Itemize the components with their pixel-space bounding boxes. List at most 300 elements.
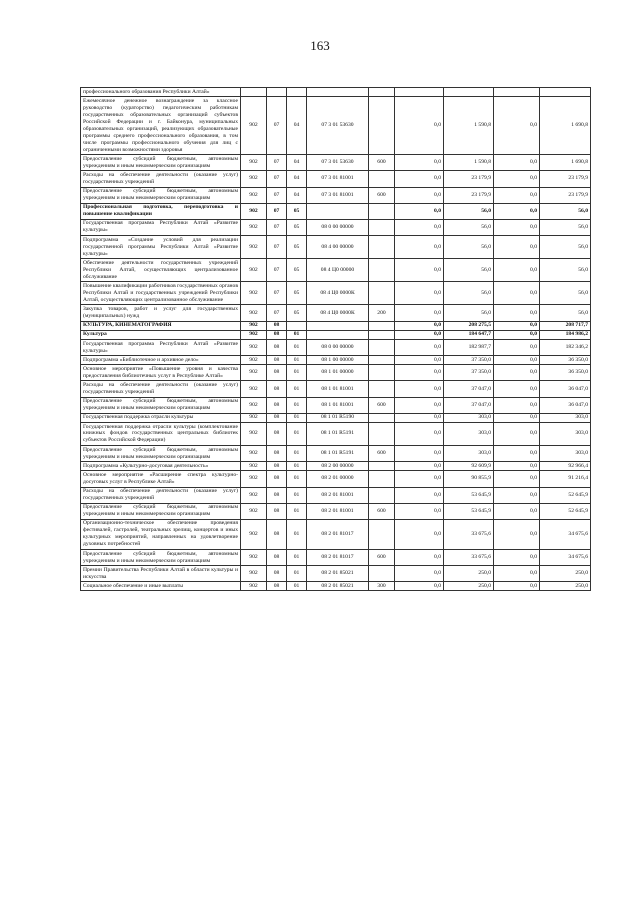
cell-expense-type: 600 [369,549,395,565]
cell-amount-4: 36 350,0 [540,365,591,381]
cell-amount-1: 0,0 [395,187,444,203]
table-row [81,471,591,487]
cell-amount-4: 56,0 [540,219,591,235]
cell-subsection [287,321,307,330]
cell-section: 08 [267,487,287,503]
cell-amount-4: 56,0 [540,305,591,321]
cell-target-article: 08 4 Ц0 0000К [307,282,369,305]
table-row [81,422,591,445]
cell-target-article: 08 2 01 81017 [307,519,369,549]
cell-amount-2: 56,0 [444,282,494,305]
cell-target-article [307,88,369,97]
cell-amount-2: 53 645,9 [444,487,494,503]
cell-amount-3: 0,0 [494,397,540,413]
cell-admin-code: 902 [241,203,267,219]
cell-amount-1: 0,0 [395,471,444,487]
cell-amount-3: 0,0 [494,339,540,355]
cell-expense-type [369,413,395,422]
table-row [81,203,591,219]
table-row [81,282,591,305]
cell-admin-code: 902 [241,97,267,155]
table-row [81,171,591,187]
cell-section: 08 [267,582,287,591]
cell-amount-1: 0,0 [395,305,444,321]
cell-admin-code: 902 [241,519,267,549]
table-row [81,582,591,591]
cell-amount-1: 0,0 [395,549,444,565]
cell-subsection: 01 [287,330,307,339]
cell-target-article: 08 0 00 00000 [307,219,369,235]
cell-admin-code: 902 [241,549,267,565]
table-row [81,413,591,422]
cell-amount-2: 56,0 [444,259,494,282]
cell-amount-3: 0,0 [494,330,540,339]
cell-target-article: 08 1 01 R5191 [307,422,369,445]
cell-amount-3: 0,0 [494,487,540,503]
cell-amount-1: 0,0 [395,462,444,471]
cell-expense-type [369,566,395,582]
cell-amount-3: 0,0 [494,381,540,397]
cell-name: Основное мероприятие «Расширение спектра культурно-досуговых услуг в Республике Алтай» [81,471,241,487]
cell-amount-1: 0,0 [395,519,444,549]
cell-amount-2: 303,0 [444,413,494,422]
cell-admin-code: 902 [241,171,267,187]
cell-expense-type [369,422,395,445]
page-number: 163 [310,38,330,53]
cell-amount-3: 0,0 [494,365,540,381]
cell-name: Предоставление субсидий бюджетным, автономным учреждениям и иным некоммерческим организациям [81,187,241,203]
cell-expense-type [369,519,395,549]
cell-admin-code: 902 [241,365,267,381]
cell-admin-code: 902 [241,155,267,171]
cell-amount-3: 0,0 [494,549,540,565]
cell-name: Предоставление субсидий бюджетным, автономным учреждениям и иным некоммерческим организациям [81,549,241,565]
cell-name: профессионального образования Республики Алтай» [81,88,241,97]
cell-section: 08 [267,397,287,413]
cell-section: 07 [267,259,287,282]
cell-amount-1: 0,0 [395,422,444,445]
cell-expense-type [369,365,395,381]
cell-amount-4: 208 717,7 [540,321,591,330]
cell-amount-1: 0,0 [395,446,444,462]
cell-amount-2: 37 047,0 [444,397,494,413]
cell-name: Социальное обеспечение и иные выплаты [81,582,241,591]
cell-target-article: 08 1 01 81001 [307,397,369,413]
cell-target-article: 08 2 01 81017 [307,549,369,565]
cell-name: Основное мероприятие «Повышение уровня и качества предоставления библиотечных услуг в Республике Алтай» [81,365,241,381]
cell-target-article: 08 0 00 00000 [307,339,369,355]
cell-expense-type [369,97,395,155]
table-row [81,236,591,259]
cell-subsection: 04 [287,187,307,203]
cell-expense-type [369,282,395,305]
cell-amount-2: 1 590,8 [444,155,494,171]
cell-target-article: 07 3 01 53630 [307,97,369,155]
cell-expense-type [369,171,395,187]
cell-amount-2: 56,0 [444,305,494,321]
cell-amount-3: 0,0 [494,582,540,591]
cell-admin-code: 902 [241,487,267,503]
cell-expense-type [369,339,395,355]
cell-name: Премии Правительства Республики Алтай в области культуры и искусства [81,566,241,582]
cell-section: 08 [267,462,287,471]
cell-subsection: 05 [287,305,307,321]
cell-amount-1: 0,0 [395,356,444,365]
table-body [81,88,591,591]
cell-amount-4: 250,0 [540,566,591,582]
cell-expense-type [369,471,395,487]
cell-subsection: 01 [287,339,307,355]
cell-expense-type [369,321,395,330]
cell-amount-4: 23 179,9 [540,187,591,203]
cell-section: 07 [267,171,287,187]
cell-section: 08 [267,503,287,519]
cell-amount-2: 56,0 [444,219,494,235]
cell-subsection: 01 [287,462,307,471]
cell-target-article: 08 1 01 R5191 [307,446,369,462]
cell-amount-2: 33 675,6 [444,549,494,565]
cell-amount-2 [444,88,494,97]
cell-amount-1: 0,0 [395,503,444,519]
cell-subsection: 01 [287,413,307,422]
cell-target-article: 08 2 01 00000 [307,471,369,487]
table-row [81,566,591,582]
cell-subsection: 01 [287,365,307,381]
cell-subsection: 05 [287,203,307,219]
cell-expense-type [369,219,395,235]
cell-name: Обеспечение деятельности государственных учреждений Республики Алтай, осуществляющих централизованное обслуживание [81,259,241,282]
cell-section [267,88,287,97]
cell-subsection: 04 [287,171,307,187]
cell-expense-type: 600 [369,187,395,203]
cell-amount-2: 56,0 [444,203,494,219]
cell-amount-1: 0,0 [395,413,444,422]
cell-amount-4: 91 216,4 [540,471,591,487]
cell-amount-1: 0,0 [395,365,444,381]
cell-target-article: 08 2 00 00000 [307,462,369,471]
cell-amount-3: 0,0 [494,236,540,259]
cell-subsection: 01 [287,519,307,549]
table-row [81,462,591,471]
table-row [81,446,591,462]
cell-expense-type [369,203,395,219]
cell-name: Предоставление субсидий бюджетным, автономным учреждениям и иным некоммерческим организациям [81,503,241,519]
cell-expense-type: 600 [369,503,395,519]
cell-section: 07 [267,203,287,219]
cell-admin-code: 902 [241,381,267,397]
cell-admin-code: 902 [241,219,267,235]
cell-amount-4: 36 047,0 [540,381,591,397]
cell-amount-3: 0,0 [494,203,540,219]
table-row [81,259,591,282]
cell-amount-3: 0,0 [494,97,540,155]
cell-amount-3: 0,0 [494,503,540,519]
cell-admin-code: 902 [241,446,267,462]
cell-amount-3: 0,0 [494,187,540,203]
cell-amount-2: 33 675,6 [444,519,494,549]
cell-amount-4: 303,0 [540,446,591,462]
cell-amount-1: 0,0 [395,171,444,187]
table-row [81,321,591,330]
cell-admin-code: 902 [241,339,267,355]
cell-subsection: 01 [287,503,307,519]
cell-amount-1: 0,0 [395,582,444,591]
cell-name: Предоставление субсидий бюджетным, автономным учреждениям и иным некоммерческим организациям [81,155,241,171]
cell-admin-code: 902 [241,413,267,422]
cell-section: 08 [267,549,287,565]
cell-subsection: 01 [287,566,307,582]
cell-amount-2: 184 647,7 [444,330,494,339]
cell-section: 07 [267,97,287,155]
cell-amount-2: 37 350,0 [444,365,494,381]
cell-target-article: 08 1 00 00000 [307,356,369,365]
cell-name: Предоставление субсидий бюджетным, автономным учреждениям и иным некоммерческим организациям [81,446,241,462]
cell-name: КУЛЬТУРА, КИНЕМАТОГРАФИЯ [81,321,241,330]
cell-section: 08 [267,339,287,355]
cell-amount-4: 52 645,9 [540,487,591,503]
cell-name: Подпрограмма «Создание условий для реализации государственной программы Республики Алтай «Развитие культуры» [81,236,241,259]
table-row [81,305,591,321]
cell-name: Расходы на обеспечение деятельности (оказание услуг) государственных учреждений [81,171,241,187]
cell-amount-4: 34 675,6 [540,519,591,549]
cell-section: 07 [267,219,287,235]
cell-name: Государственная поддержка отрасли культуры [81,413,241,422]
cell-section: 08 [267,321,287,330]
cell-section: 08 [267,422,287,445]
cell-admin-code: 902 [241,187,267,203]
cell-section: 08 [267,365,287,381]
cell-admin-code: 902 [241,259,267,282]
table-row [81,381,591,397]
cell-amount-2: 1 590,8 [444,97,494,155]
cell-amount-4: 52 645,9 [540,503,591,519]
cell-amount-2: 90 855,9 [444,471,494,487]
cell-amount-1: 0,0 [395,330,444,339]
cell-name: Повышение квалификации работников государственных органов Республики Алтай и государственных учреждений Республики Алтай, осуществляющих централизованное обслуживание [81,282,241,305]
cell-expense-type [369,462,395,471]
cell-expense-type [369,88,395,97]
cell-target-article: 08 2 01 81001 [307,503,369,519]
cell-name: Закупка товаров, работ и услуг для государственных (муниципальных) нужд [81,305,241,321]
cell-amount-3: 0,0 [494,471,540,487]
cell-subsection: 01 [287,582,307,591]
cell-subsection: 01 [287,356,307,365]
cell-name: Государственная программа Республики Алтай «Развитие культуры» [81,219,241,235]
cell-expense-type [369,259,395,282]
cell-amount-3: 0,0 [494,321,540,330]
cell-amount-2: 182 987,7 [444,339,494,355]
table-row [81,503,591,519]
cell-expense-type: 300 [369,582,395,591]
cell-amount-3: 0,0 [494,155,540,171]
cell-target-article [307,203,369,219]
cell-amount-3: 0,0 [494,422,540,445]
table-row [81,97,591,155]
cell-target-article: 07 3 01 53630 [307,155,369,171]
cell-amount-1: 0,0 [395,566,444,582]
cell-admin-code: 902 [241,330,267,339]
cell-name: Государственная поддержка отрасли культуры (комплектование книжных фондов государственных центральных библиотек субъектов Российской Федерации) [81,422,241,445]
cell-subsection: 04 [287,97,307,155]
cell-expense-type [369,330,395,339]
cell-admin-code: 902 [241,236,267,259]
cell-section: 07 [267,282,287,305]
cell-amount-1: 0,0 [395,487,444,503]
cell-admin-code: 902 [241,462,267,471]
cell-amount-3: 0,0 [494,566,540,582]
cell-target-article: 07 3 01 81001 [307,171,369,187]
cell-amount-2: 23 179,9 [444,171,494,187]
cell-expense-type [369,356,395,365]
cell-section: 08 [267,566,287,582]
cell-section: 08 [267,356,287,365]
cell-target-article: 08 1 01 81001 [307,381,369,397]
cell-expense-type: 600 [369,446,395,462]
cell-expense-type [369,381,395,397]
cell-amount-1: 0,0 [395,203,444,219]
cell-amount-3: 0,0 [494,219,540,235]
cell-section: 08 [267,471,287,487]
cell-amount-4: 250,0 [540,582,591,591]
cell-amount-3: 0,0 [494,446,540,462]
cell-subsection: 05 [287,219,307,235]
cell-name: Расходы на обеспечение деятельности (оказание услуг) государственных учреждений [81,487,241,503]
table-row [81,187,591,203]
cell-admin-code: 902 [241,282,267,305]
cell-section: 08 [267,381,287,397]
cell-amount-2: 208 275,5 [444,321,494,330]
cell-section: 07 [267,187,287,203]
cell-amount-3: 0,0 [494,171,540,187]
cell-target-article [307,330,369,339]
cell-amount-1: 0,0 [395,381,444,397]
table-row [81,519,591,549]
cell-admin-code [241,88,267,97]
cell-amount-2: 92 609,9 [444,462,494,471]
table-row [81,365,591,381]
budget-table [80,87,591,591]
cell-subsection: 05 [287,236,307,259]
cell-name: Подпрограмма «Библиотечное и архивное дело» [81,356,241,365]
cell-name: Расходы на обеспечение деятельности (оказание услуг) государственных учреждений [81,381,241,397]
cell-section: 08 [267,446,287,462]
table-row [81,487,591,503]
cell-target-article: 08 1 01 00000 [307,365,369,381]
cell-amount-2: 250,0 [444,566,494,582]
cell-admin-code: 902 [241,321,267,330]
cell-amount-3: 0,0 [494,282,540,305]
table-row [81,88,591,97]
cell-admin-code: 902 [241,356,267,365]
cell-admin-code: 902 [241,422,267,445]
cell-amount-4 [540,88,591,97]
cell-subsection [287,88,307,97]
cell-amount-2: 37 047,0 [444,381,494,397]
cell-name: Культура [81,330,241,339]
cell-name: Ежемесячное денежное вознаграждение за классное руководство (кураторство) педагогическим работникам государственных образовательных организаций субъектов Российской Федерации и г. Байконура, муниципальных образовательных организаций, реализующих образовательные программы среднего профессионального образования, в том числе программы профессионального обучения для лиц с ограниченными возможностями здоровья [81,97,241,155]
cell-amount-1: 0,0 [395,97,444,155]
cell-name: Профессиональная подготовка, переподготовка и повышение квалификации [81,203,241,219]
cell-amount-3: 0,0 [494,519,540,549]
cell-amount-2: 37 350,0 [444,356,494,365]
cell-amount-4: 182 346,2 [540,339,591,355]
cell-expense-type: 200 [369,305,395,321]
cell-amount-3: 0,0 [494,356,540,365]
cell-amount-1 [395,88,444,97]
cell-subsection: 01 [287,471,307,487]
table-row [81,330,591,339]
cell-amount-3: 0,0 [494,462,540,471]
cell-admin-code: 902 [241,582,267,591]
cell-amount-3 [494,88,540,97]
cell-amount-4: 92 966,4 [540,462,591,471]
cell-amount-1: 0,0 [395,282,444,305]
cell-amount-3: 0,0 [494,259,540,282]
cell-admin-code: 902 [241,503,267,519]
cell-admin-code: 902 [241,566,267,582]
cell-section: 07 [267,305,287,321]
cell-target-article: 08 2 01 81001 [307,487,369,503]
cell-section: 07 [267,155,287,171]
cell-amount-2: 56,0 [444,236,494,259]
cell-amount-3: 0,0 [494,413,540,422]
cell-target-article: 08 4 Ц0 00000 [307,259,369,282]
cell-admin-code: 902 [241,471,267,487]
cell-subsection: 01 [287,446,307,462]
cell-amount-4: 56,0 [540,282,591,305]
cell-amount-1: 0,0 [395,219,444,235]
table-row [81,549,591,565]
cell-target-article: 07 3 01 81001 [307,187,369,203]
cell-section: 08 [267,330,287,339]
cell-section: 08 [267,519,287,549]
cell-target-article: 08 4 00 00000 [307,236,369,259]
cell-amount-4: 1 690,8 [540,155,591,171]
cell-amount-4: 303,0 [540,413,591,422]
cell-amount-4: 1 690,8 [540,97,591,155]
table-row [81,155,591,171]
table-row [81,356,591,365]
cell-amount-4: 303,0 [540,422,591,445]
cell-expense-type: 600 [369,155,395,171]
cell-target-article: 08 2 01 85021 [307,582,369,591]
cell-amount-4: 23 179,9 [540,171,591,187]
cell-subsection: 01 [287,487,307,503]
cell-admin-code: 902 [241,305,267,321]
cell-amount-1: 0,0 [395,339,444,355]
cell-name: Подпрограмма «Культурно-досуговая деятельность» [81,462,241,471]
cell-target-article [307,321,369,330]
cell-target-article: 08 1 01 R5190 [307,413,369,422]
cell-amount-2: 53 645,9 [444,503,494,519]
cell-target-article: 08 2 01 85021 [307,566,369,582]
cell-expense-type [369,236,395,259]
cell-amount-4: 56,0 [540,203,591,219]
cell-amount-4: 36 047,0 [540,397,591,413]
cell-amount-1: 0,0 [395,236,444,259]
cell-subsection: 01 [287,381,307,397]
cell-name: Организационно-техническое обеспечение проведения фестивалей, гастролей, театральных зрелищ, концертов и иных культурных мероприятий, направленных на удовлетворение духовных потребностей [81,519,241,549]
cell-target-article: 08 4 Ц0 0000К [307,305,369,321]
cell-amount-2: 303,0 [444,446,494,462]
cell-subsection: 01 [287,397,307,413]
cell-amount-2: 250,0 [444,582,494,591]
cell-subsection: 05 [287,259,307,282]
cell-expense-type [369,487,395,503]
cell-subsection: 01 [287,422,307,445]
cell-amount-4: 184 986,2 [540,330,591,339]
cell-amount-2: 303,0 [444,422,494,445]
